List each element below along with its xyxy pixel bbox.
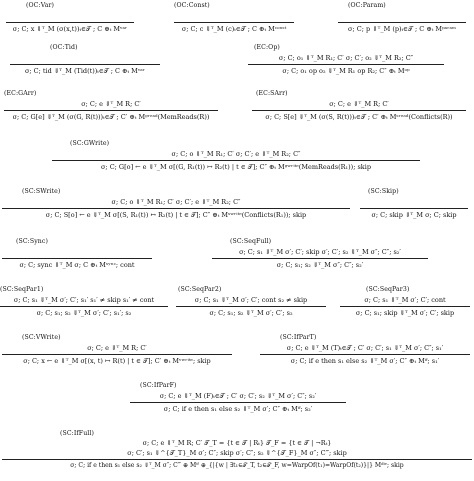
- inference-bar: [260, 354, 470, 355]
- rule-premise: σ; C; e ⇓ᵀ_M (T)ₜ∈𝒯 ; C′ σ; C′; s₁ ⇓ᵀ_M σ′; C″; s₁′: [286, 344, 444, 352]
- rule-oc-tid: [10, 44, 160, 78]
- rule-label: (EC:GArr): [4, 90, 37, 97]
- rule-sc-skip: [360, 188, 468, 230]
- inference-bar: [252, 110, 466, 111]
- rule-premise: σ; C; o ⇓ᵀ_M R₁; C′ σ; C′; e ⇓ᵀ_M R₂; C″: [171, 150, 301, 158]
- rule-label: (SC:VWrite): [22, 334, 61, 341]
- inference-bar: [2, 258, 152, 259]
- rule-conclusion: σ; C; p ⇓ᵀ_M (p)ₜ∈𝒯 ; C ⊕ₜ Mᵖᵃʳᵃᵐ: [348, 25, 456, 33]
- rule-premise: σ; C; s₁ ⇓ᵀ_M σ′; C′; cont: [364, 296, 446, 304]
- rule-label: (EC:SArr): [256, 90, 288, 97]
- inference-bar: [2, 208, 350, 209]
- rule-label: (SC:SeqFull): [230, 238, 272, 245]
- rule-oc-var: [6, 2, 134, 36]
- rule-conclusion: σ; C; if e then s₁ else s₂ ⇓ᵀ_M σ′; C″ ⊕ₜ Mⁱᶠ; s₁′: [290, 357, 440, 365]
- rule-conclusion: σ; C; s₁; skip ⇓ᵀ_M σ′; C′; skip: [355, 309, 455, 317]
- rule-oc-const: [174, 2, 294, 36]
- rule-premise-second: σ; C′; s₁ ⇓^{𝒯_T}_M σ′; C″; skip σ′; C″; s₂ ⇓^{𝒯_F}_M σ″; C‴; skip: [127, 449, 347, 457]
- rule-label: (OC:Param): [348, 2, 386, 9]
- rule-conclusion: σ; C; S[o] ← e ⇓ᵀ_M σ[(S, R₁(t)) ↦ R₂(t) | t ∈ 𝒯]; C″ ⊕ₜ Mˢʷʳⁱᵗᵉ(Conflicts(R₁)); skip: [45, 211, 307, 219]
- rule-conclusion: σ; C; c ⇓ᵀ_M (c)ₜ∈𝒯 ; C ⊕ₜ Mᶜᵒⁿˢᵗ: [181, 25, 287, 33]
- rule-premise: σ; C; e ⇓ᵀ_M (F)ₜ∈𝒯 ; C′ σ; C′; s₂ ⇓ᵀ_M σ′; C″; s₂′: [159, 392, 317, 400]
- rule-label: (SC:IfParF): [140, 382, 177, 389]
- rule-sc-sync: [2, 238, 152, 274]
- rule-label: (SC:Sync): [16, 238, 48, 245]
- rule-sc-seqpar1: [0, 286, 168, 326]
- inference-bar: [174, 22, 294, 23]
- rule-premise: σ; C; s₁ ⇓ᵀ_M σ′; C′; s₁′ s₁′ ≠ skip s₁′ ≠ cont: [13, 296, 155, 304]
- rule-label: (SC:SWrite): [22, 188, 61, 195]
- inference-bar: [360, 208, 468, 209]
- rule-premise: σ; C; s₁ ⇓ᵀ_M σ′; C′; skip σ′; C′; s₂ ⇓ᵀ_M σ″; C″; s₂′: [239, 248, 401, 256]
- rule-sc-seqfull: [212, 238, 428, 280]
- rule-conclusion: σ; C; tid ⇓ᵀ_M (Tid(t))ₜ∈𝒯 ; C ⊕ₜ Mᵛᵃʳ: [24, 67, 146, 75]
- rule-premise: σ; C; s₁ ⇓ᵀ_M σ′; C′; cont s₂ ≠ skip: [194, 296, 308, 304]
- rule-sc-ifparf: [130, 382, 346, 424]
- rule-conclusion: σ; C; s₁; s₂ ⇓ᵀ_M σ′; C′; s₁′; s₂: [36, 309, 132, 317]
- inference-bar: [6, 22, 134, 23]
- rule-conclusion: σ; C; if e then s₁ else s₂ ⇓ᵀ_M σ″; C‴ ⊕ Mⁱᶠ ⊕_{|{w | ∃t₁∈𝒯_T, t₂∈𝒯_F, w=WarpOf(t₁)=WarpOf(t₂)}|} Mᵈⁱᵛ; skip: [70, 462, 404, 469]
- rule-conclusion: σ; C; G[o] ← e ⇓ᵀ_M σ[(G, R₁(t)) ↦ R₂(t) | t ∈ 𝒯]; C″ ⊕ₜ Mᵍʷʳⁱᵗᵉ(MemReads(R₁)); skip: [101, 163, 371, 171]
- inference-bar: [2, 459, 472, 460]
- rule-conclusion: σ; C; if e then s₁ else s₂ ⇓ᵀ_M σ′; C″ ⊕ₜ Mⁱᶠ; s₂′: [163, 405, 313, 413]
- rule-label: (SC:GWrite): [70, 140, 110, 147]
- rule-label: (OC:Tid): [50, 44, 78, 51]
- rule-premise: σ; C; e ⇓ᵀ_M R; C′ 𝒯_T = {t ∈ 𝒯 | Rₜ} 𝒯_F = {t ∈ 𝒯 | ¬Rₜ}: [142, 439, 332, 447]
- inference-bar: [2, 354, 232, 355]
- rule-conclusion: σ; C; o₁ op o₂ ⇓ᵀ_M R₁ op R₂; C″ ⊕ₜ Mᵒᵖ: [282, 67, 410, 75]
- rule-label: (EC:Op): [254, 44, 280, 51]
- inference-bar: [10, 64, 160, 65]
- rule-ec-op: [248, 44, 444, 84]
- rule-sc-seqpar2: [176, 286, 326, 326]
- rule-conclusion: σ; C; sync ⇓ᵀ_M σ; C ⊕ₜ Mˢʸⁿᶜ; cont: [19, 261, 135, 269]
- rule-conclusion: σ; C; x ← e ⇓ᵀ_M σ[(x, t) ↦ R(t) | t ∈ 𝒯]; C′ ⊕ₜ Mᵛʷʳⁱᵗᵉ; skip: [23, 357, 211, 365]
- rule-sc-iffull: [2, 430, 472, 480]
- rule-sc-seqpar3: [340, 286, 470, 326]
- rule-conclusion: σ; C; G[e] ⇓ᵀ_M (σ(G, R(t)))ₜ∈𝒯 ; C′ ⊕ₜ Mᵍʳᵉᵃᵈ(MemReads(R)): [12, 113, 210, 121]
- inference-bar: [52, 160, 420, 161]
- rule-oc-param: [338, 2, 466, 36]
- rule-conclusion: σ; C; S[e] ⇓ᵀ_M (σ(S, R(t)))ₜ∈𝒯 ; C′ ⊕ₜ Mˢʳᵉᵃᵈ(Conflicts(R)): [265, 113, 453, 121]
- rule-label: (OC:Const): [174, 2, 210, 9]
- rule-premise: σ; C; o₁ ⇓ᵀ_M R₁; C′ σ; C′; o₂ ⇓ᵀ_M R₂; C″: [278, 54, 414, 62]
- rule-premise: σ; C; o ⇓ᵀ_M R₁; C′ σ; C′; e ⇓ᵀ_M R₂; C″: [111, 198, 241, 206]
- rule-label: (SC:SeqPar3): [366, 286, 410, 293]
- rule-sc-gwrite: [52, 140, 420, 182]
- rule-sc-vwrite: [2, 334, 232, 376]
- rule-premise: σ; C; e ⇓ᵀ_M R; C′: [87, 344, 147, 352]
- rule-ec-garr: [4, 90, 218, 132]
- rule-conclusion: σ; C; x ⇓ᵀ_M (σ(x,t))ₜ∈𝒯 ; C ⊕ₜ Mᵛᵃʳ: [12, 25, 128, 33]
- rule-label: (OC:Var): [26, 2, 55, 9]
- rule-label: (SC:IfParT): [280, 334, 317, 341]
- inference-bar: [130, 402, 346, 403]
- inference-bar: [212, 258, 428, 259]
- rule-label: (SC:Skip): [368, 188, 399, 195]
- rule-premise: σ; C; e ⇓ᵀ_M R; C′: [329, 100, 389, 108]
- rule-conclusion: σ; C; skip ⇓ᵀ_M σ; C; skip: [371, 211, 457, 219]
- rule-conclusion: σ; C; s₁; s₂ ⇓ᵀ_M σ′; C′; s₂: [209, 309, 293, 317]
- inference-bar: [340, 306, 470, 307]
- rule-sc-swrite: [2, 188, 350, 230]
- inference-bar: [176, 306, 326, 307]
- rule-label: (SC:SeqPar2): [178, 286, 222, 293]
- inference-bar: [0, 306, 168, 307]
- rule-ec-sarr: [252, 90, 466, 132]
- rule-label: (SC:SeqPar1): [0, 286, 44, 293]
- inference-bar: [248, 64, 444, 65]
- rule-sc-ifpart: [260, 334, 470, 376]
- rule-premise: σ; C; e ⇓ᵀ_M R; C′: [81, 100, 141, 108]
- rule-conclusion: σ; C; s₁; s₂ ⇓ᵀ_M σ″; C″; s₂′: [276, 261, 364, 269]
- inference-bar: [4, 110, 218, 111]
- rule-label: (SC:IfFull): [60, 430, 94, 437]
- inference-bar: [338, 22, 466, 23]
